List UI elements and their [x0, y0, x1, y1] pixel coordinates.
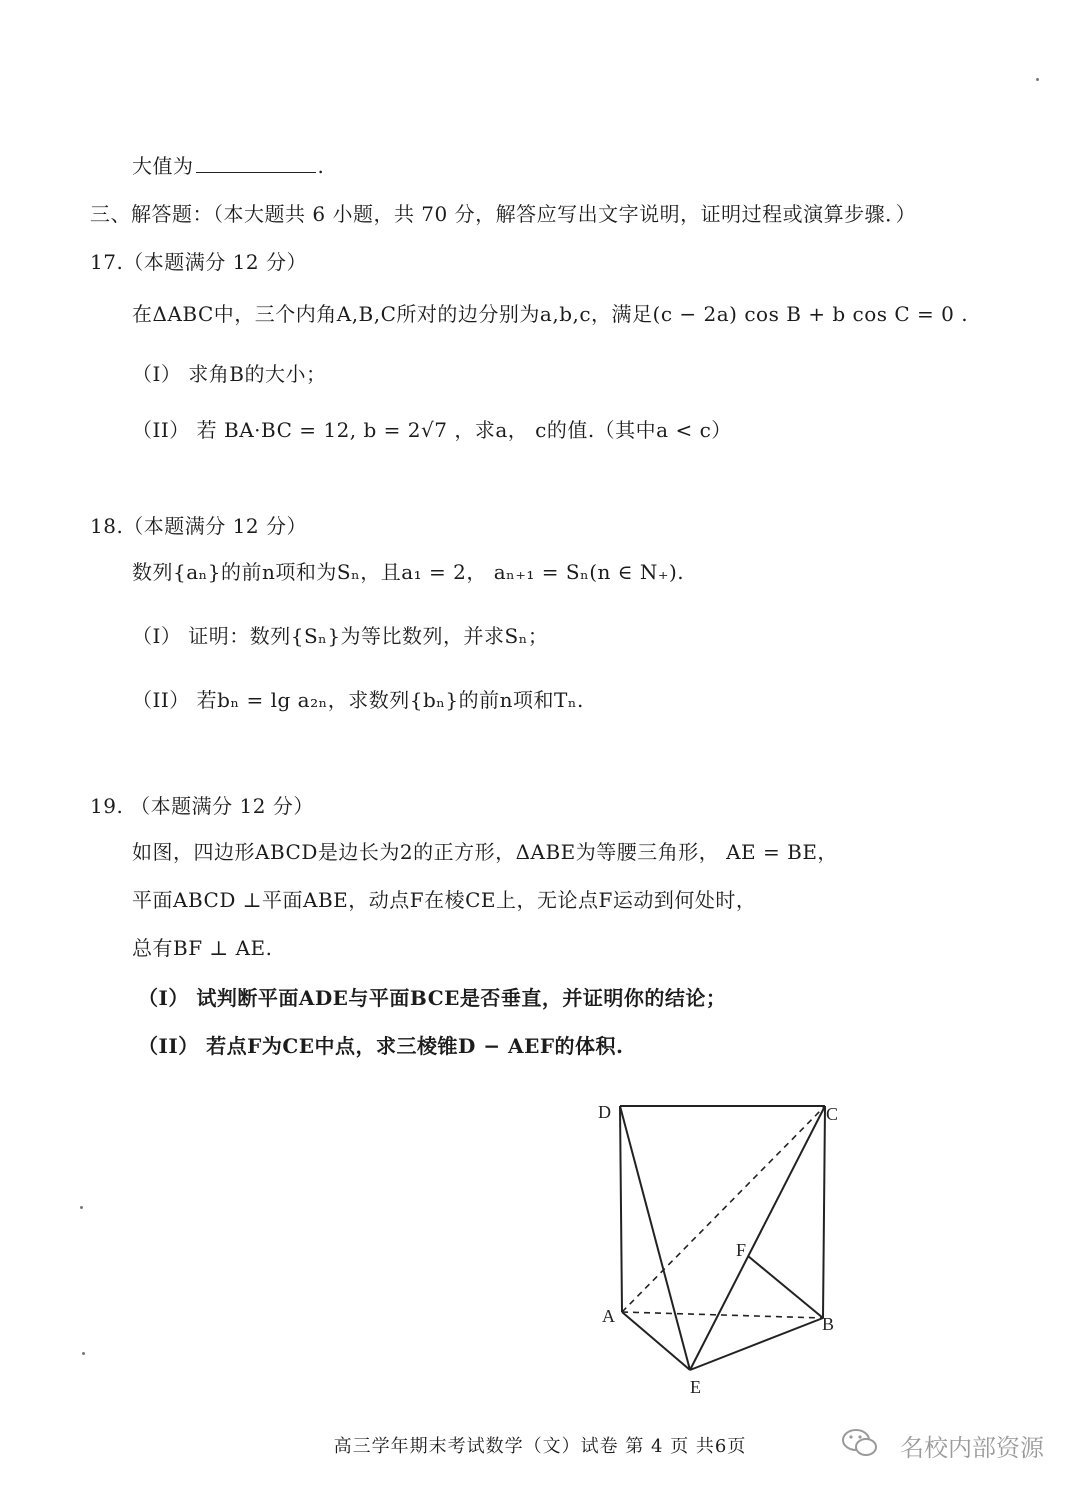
edge-AE — [622, 1312, 690, 1370]
edge-FB — [748, 1256, 823, 1318]
q18-part-1: （I） 证明：数列{Sₙ}为等比数列，并求Sₙ； — [132, 624, 549, 648]
edge-CB — [823, 1106, 825, 1318]
q18-part-2: （II） 若bₙ = lg a₂ₙ，求数列{bₙ}的前n项和Tₙ. — [132, 688, 584, 712]
label-F: F — [736, 1240, 747, 1260]
q17-part-1: （I） 求角B的大小； — [132, 362, 327, 386]
watermark-text: 名校内部资源 — [900, 1434, 1044, 1462]
label-E: E — [690, 1377, 701, 1397]
edge-DE — [620, 1106, 690, 1370]
label-D: D — [598, 1102, 611, 1122]
geometry-figure — [590, 1090, 850, 1400]
q17-heading: 17.（本题满分 12 分） — [90, 250, 307, 274]
q19-stem-line-2: 平面ABCD ⊥平面ABE，动点F在棱CE上，无论点F运动到何处时， — [132, 888, 757, 912]
edge-CE — [690, 1106, 825, 1370]
label-B: B — [822, 1314, 835, 1334]
answer-blank — [196, 154, 316, 173]
hidden-edge-AC — [622, 1106, 825, 1312]
label-C: C — [826, 1104, 839, 1124]
edge-BE — [690, 1318, 823, 1370]
q18-heading: 18.（本题满分 12 分） — [90, 514, 307, 538]
previous-question-tail — [132, 150, 324, 179]
q19-stem-line-1: 如图，四边形ABCD是边长为2的正方形，ΔABE为等腰三角形， AE = BE， — [132, 840, 838, 864]
section-three-heading: 三、解答题：（本大题共 6 小题，共 70 分，解答应写出文字说明，证明过程或演算步骤．） — [90, 202, 917, 226]
q17-stem: 在ΔABC中，三个内角A,B,C所对的边分别为a,b,c，满足(c − 2a) cos B + b cos C = 0 . — [132, 302, 969, 326]
scan-speck — [1036, 78, 1039, 81]
q18-stem: 数列{aₙ}的前n项和为Sₙ，且a₁ = 2， aₙ₊₁ = Sₙ(n ∈ N₊). — [132, 560, 685, 584]
edge-DA — [620, 1106, 622, 1312]
tail-text: 大值为 — [132, 154, 194, 178]
q19-stem-line-3: 总有BF ⊥ AE. — [132, 936, 273, 960]
q19-part-1: （I） 试判断平面ADE与平面BCE是否垂直，并证明你的结论； — [138, 986, 727, 1010]
q19-part-2: （II） 若点F为CE中点，求三棱锥D − AEF的体积. — [138, 1034, 624, 1058]
scan-speck — [80, 1206, 83, 1209]
page-footer: 高三学年期末考试数学（文）试卷 第 4 页 共6页 — [333, 1436, 747, 1457]
q17-part-2: （II） 若 BA·BC = 12, b = 2√7 ，求a， c的值.（其中a < c） — [132, 418, 732, 442]
label-A: A — [602, 1306, 615, 1326]
wechat-icon — [840, 1426, 880, 1460]
hidden-edge-AB — [622, 1312, 823, 1318]
scan-speck — [82, 1352, 85, 1355]
q19-heading: 19. （本题满分 12 分） — [90, 794, 314, 818]
tail-period: . — [317, 154, 325, 178]
